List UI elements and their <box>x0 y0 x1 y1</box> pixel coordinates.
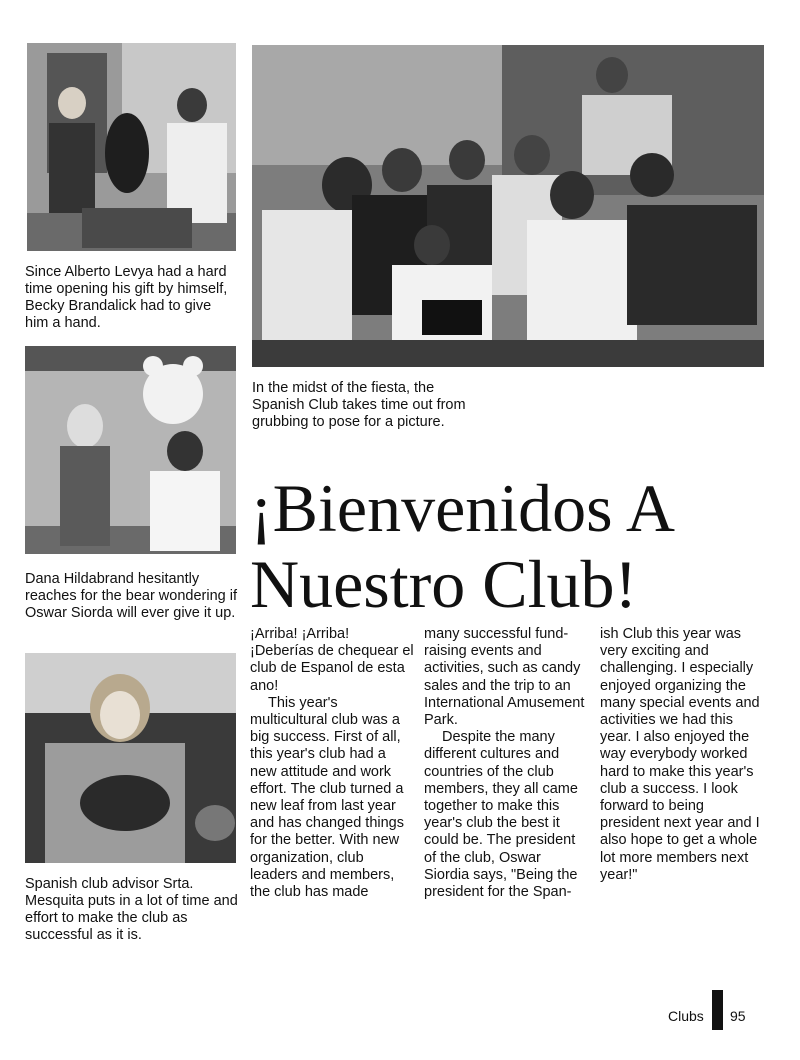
article-paragraph-2a: many successful fund-raising events and activities, such as candy sales and the trip to an International Amusement Park. <box>424 626 585 729</box>
article-column-1 <box>250 626 415 901</box>
caption-advisor: Spanish club advisor Srta. Mesquita puts in a lot of time and effort to make the club as successful as it is. <box>25 876 238 943</box>
photo-bear <box>25 346 236 554</box>
photo-gift-opening <box>27 43 236 251</box>
caption-gift: Since Alberto Levya had a hard time opening his gift by himself, Becky Brandalick had to give him a hand. <box>25 264 228 331</box>
photo-group-fiesta <box>252 45 764 367</box>
article-title <box>250 470 790 622</box>
footer-section-label: Clubs <box>668 1008 704 1024</box>
article-intro-2: ¡Deberías de chequear el club de Espanol de esta ano! <box>250 643 414 694</box>
article-intro-1: ¡Arriba! ¡Arriba! <box>250 626 350 642</box>
footer-divider-bar <box>712 990 723 1030</box>
title-line-1: ¡Bienvenidos A <box>250 470 675 546</box>
article-paragraph-2b: Despite the many different cultures and countries of the club members, they all came together to make this year's club the best it could be. The president of the club, Oswar Siordia says, "Being the president for the Span- <box>424 729 578 901</box>
article-paragraph-3: ish Club this year was very exciting and challenging. I especially enjoyed organizing the many special events and activities we had this year. I also enjoyed the way everybody worked hard to make this year's club a success. I look forward to being president next year and I also hope to get a whole lot more members next year!" <box>600 626 760 883</box>
article-column-2 <box>424 626 590 901</box>
page-number: 95 <box>730 1008 746 1024</box>
article-column-3 <box>600 626 766 884</box>
title-line-2: Nuestro Club! <box>250 546 638 622</box>
caption-fiesta: In the midst of the fiesta, the Spanish Club takes time out from grubbing to pose for a picture. <box>252 380 466 430</box>
photo-advisor <box>25 653 236 863</box>
article-paragraph-1: This year's multicultural club was a big success. First of all, this year's club had a new attitude and work effort. The club turned a new leaf from last year and has changed things for the better. With new organization, club leaders and members, the club has made <box>250 694 404 901</box>
caption-bear: Dana Hildabrand hesitantly reaches for the bear wondering if Oswar Siorda will ever give it up. <box>25 571 237 621</box>
